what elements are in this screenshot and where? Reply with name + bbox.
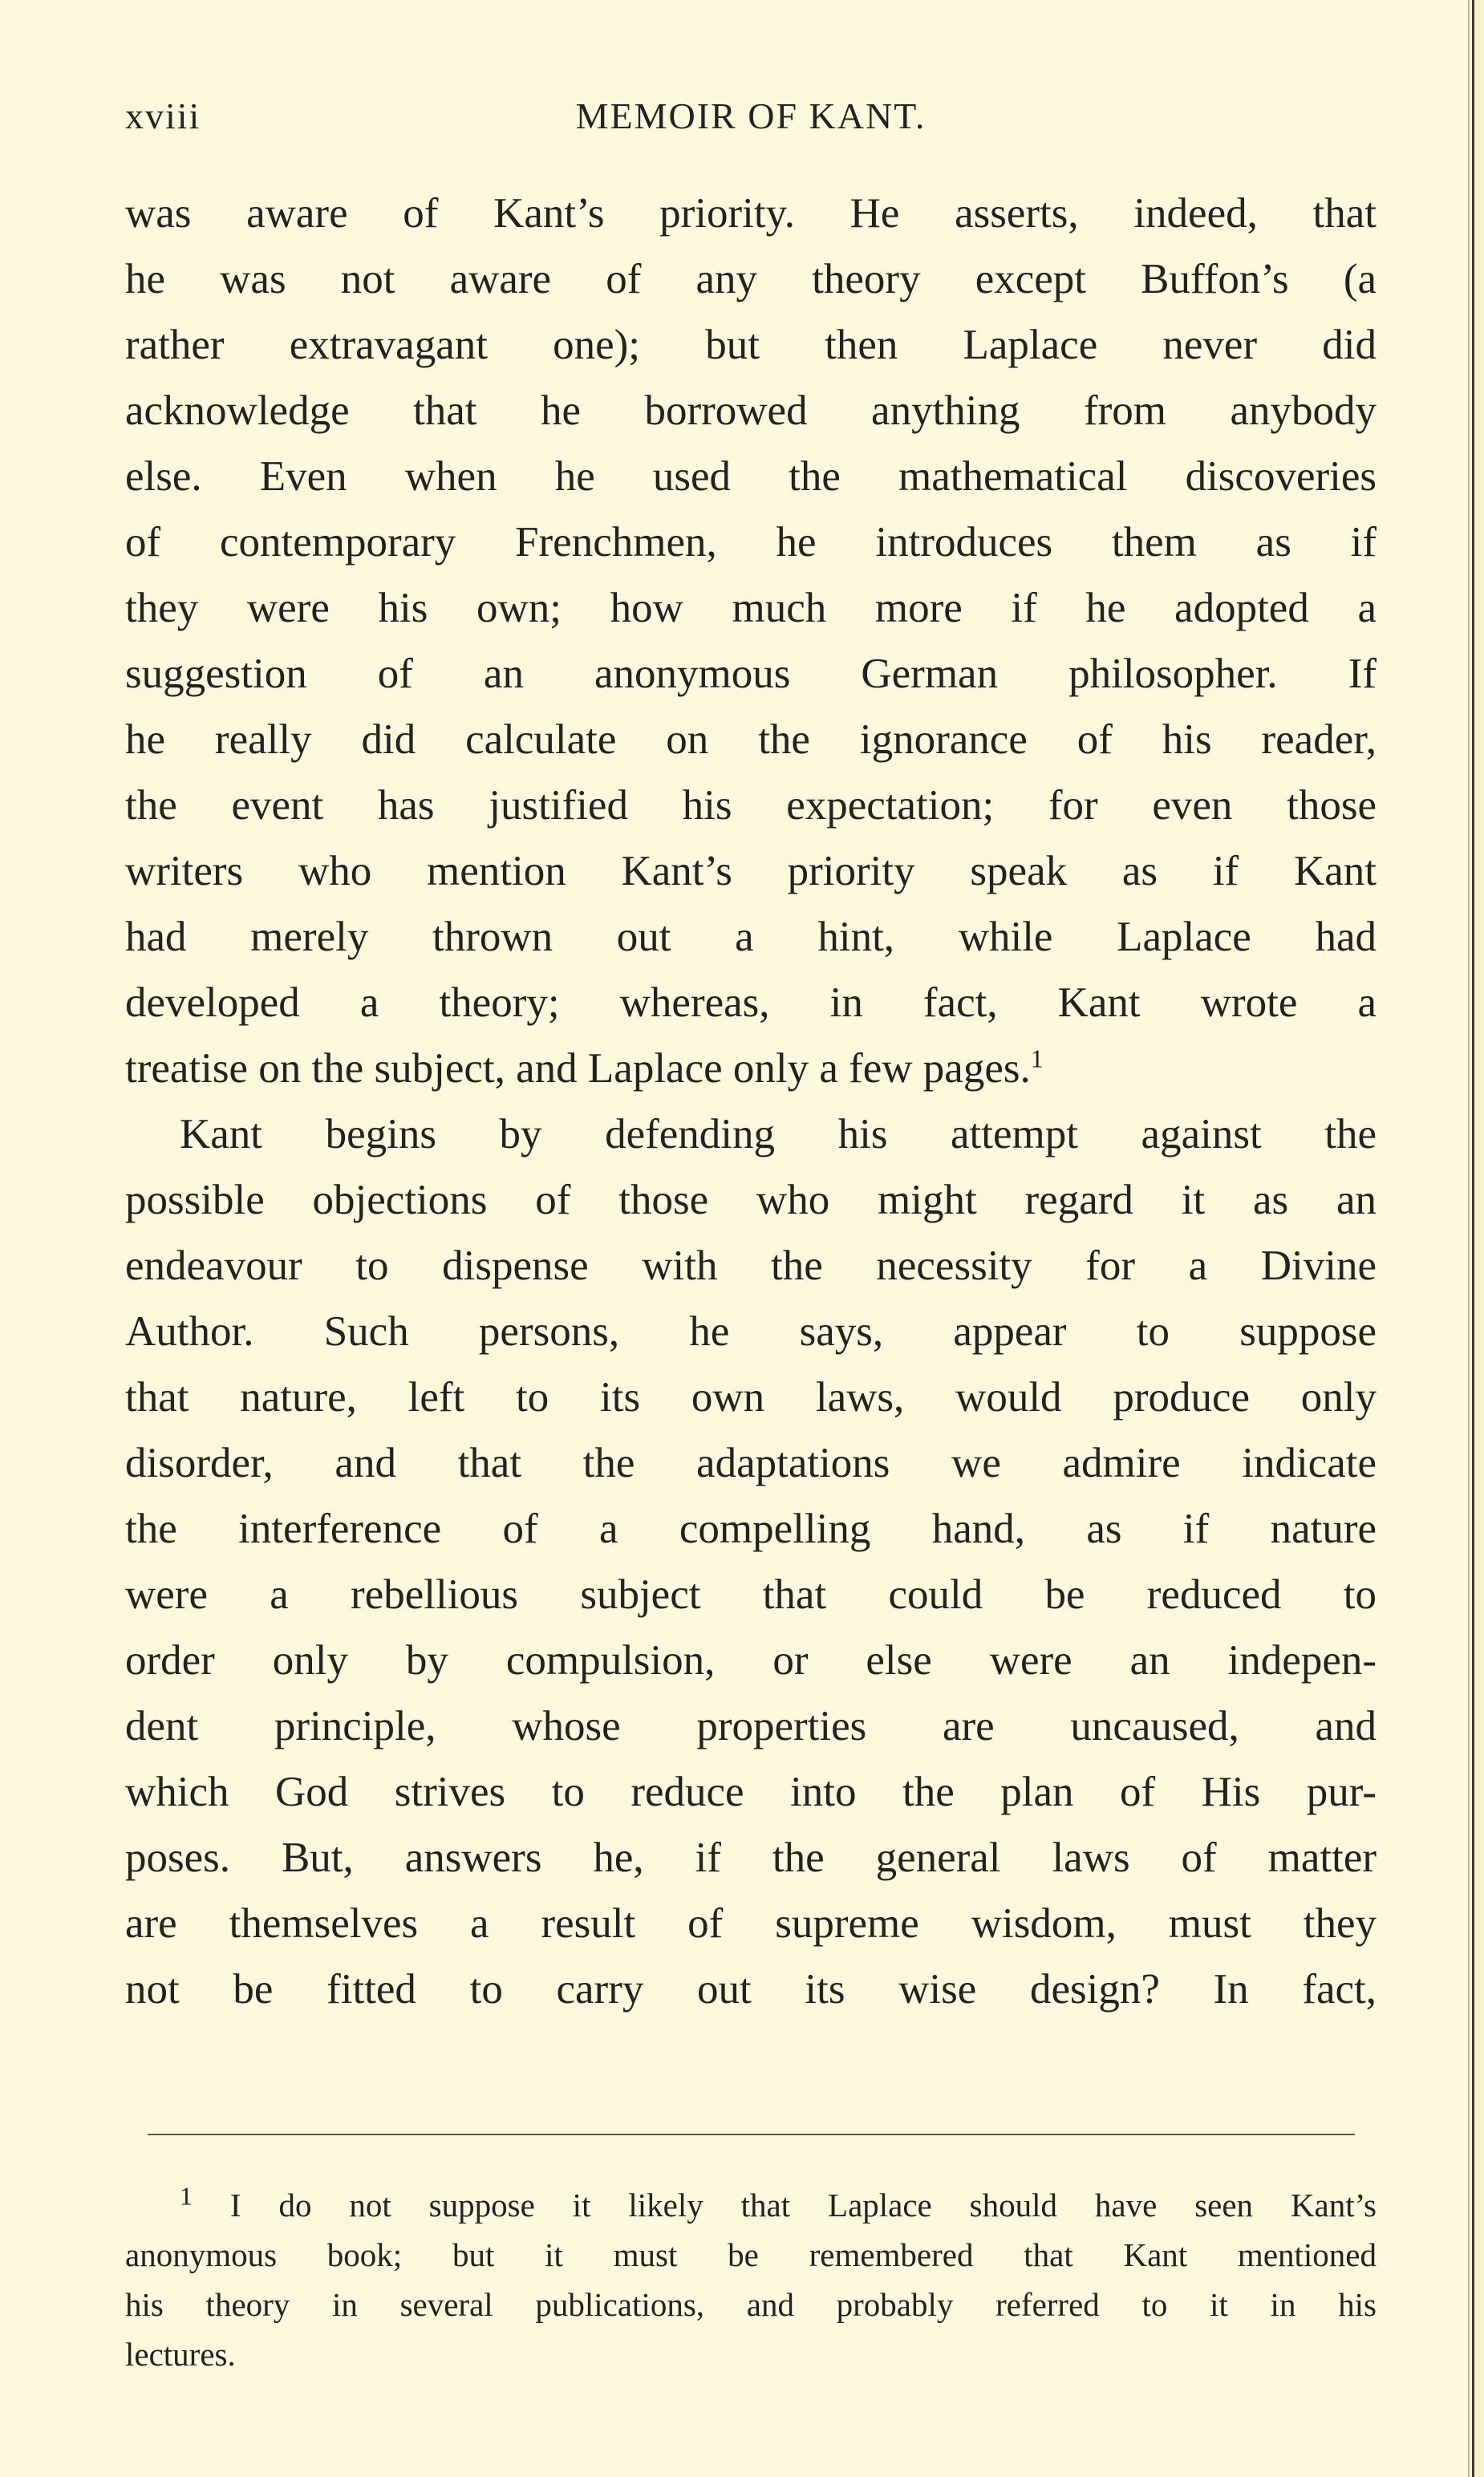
footnote-line: anonymous book; but it must be remembered that Kant mentioned	[125, 2236, 1377, 2273]
text-line: possible objections of those who might regard it as an	[125, 1177, 1377, 1223]
text-line: the event has justified his expectation; for even those	[125, 782, 1377, 829]
running-head	[125, 95, 1377, 143]
text-line: endeavour to dispense with the necessity for a Divine	[125, 1243, 1377, 1289]
text-line: rather extravagant one); but then Laplace never did	[125, 322, 1377, 368]
text-line: suggestion of an anonymous German philosopher. If	[125, 651, 1377, 697]
text-line: order only by compulsion, or else were an indepen-	[125, 1637, 1377, 1684]
text-line: poses. But, answers he, if the general laws of matter	[125, 1834, 1377, 1881]
footnote-marker: 1	[180, 2181, 193, 2211]
footnote	[125, 2180, 1377, 2379]
paragraph-start-line: Kant begins by defending his attempt against the	[180, 1111, 1377, 1157]
text-line: not be fitted to carry out its wise design? In fact,	[125, 1966, 1377, 2013]
text-line: else. Even when he used the mathematical discoveries	[125, 453, 1377, 500]
text-line: which God strives to reduce into the plan of His pur-	[125, 1769, 1377, 1815]
text-line: are themselves a result of supreme wisdom, must they	[125, 1900, 1377, 1947]
text-line: of contemporary Frenchmen, he introduces them as if	[125, 519, 1377, 566]
footnote-reference: 1	[1030, 1044, 1044, 1073]
text-line: he really did calculate on the ignorance of his reader,	[125, 716, 1377, 763]
footnote-line: lectures.	[125, 2336, 236, 2373]
text-line: the interference of a compelling hand, as if nature	[125, 1506, 1377, 1552]
text-line: was aware of Kant’s priority. He asserts, indeed, that	[125, 190, 1377, 237]
footnote-line: his theory in several publications, and probably referred to it in his	[125, 2286, 1377, 2323]
text-line: acknowledge that he borrowed anything from anybody	[125, 387, 1377, 434]
text-line: disorder, and that the adaptations we admire indicate	[125, 1440, 1377, 1486]
text-line: Author. Such persons, he says, appear to suppose	[125, 1308, 1377, 1355]
footnote-divider	[148, 2134, 1355, 2135]
running-title: MEMOIR OF KANT.	[575, 95, 926, 136]
text-line: were a rebellious subject that could be reduced to	[125, 1571, 1377, 1618]
page-number: xviii	[125, 95, 201, 136]
page-edge	[1472, 0, 1484, 2477]
text-line: developed a theory; whereas, in fact, Kant wrote a	[125, 979, 1377, 1026]
body-text	[125, 180, 1377, 2022]
text-line: dent principle, whose properties are uncaused, and	[125, 1703, 1377, 1749]
text-line: that nature, left to its own laws, would produce only	[125, 1374, 1377, 1421]
text-line: writers who mention Kant’s priority speak as if Kant	[125, 848, 1377, 894]
text-line: they were his own; how much more if he adopted a	[125, 585, 1377, 631]
page-gutter-line	[1468, 0, 1470, 2477]
text-line: treatise on the subject, and Laplace only a few pages.$^1$	[125, 1044, 1044, 1092]
text-line: he was not aware of any theory except Buffon’s (a	[125, 256, 1377, 302]
text-line: had merely thrown out a hint, while Laplace had	[125, 914, 1377, 960]
footnote-line: $^1$ I do not suppose it likely that Laplace should have seen Kant’s	[180, 2181, 1377, 2224]
